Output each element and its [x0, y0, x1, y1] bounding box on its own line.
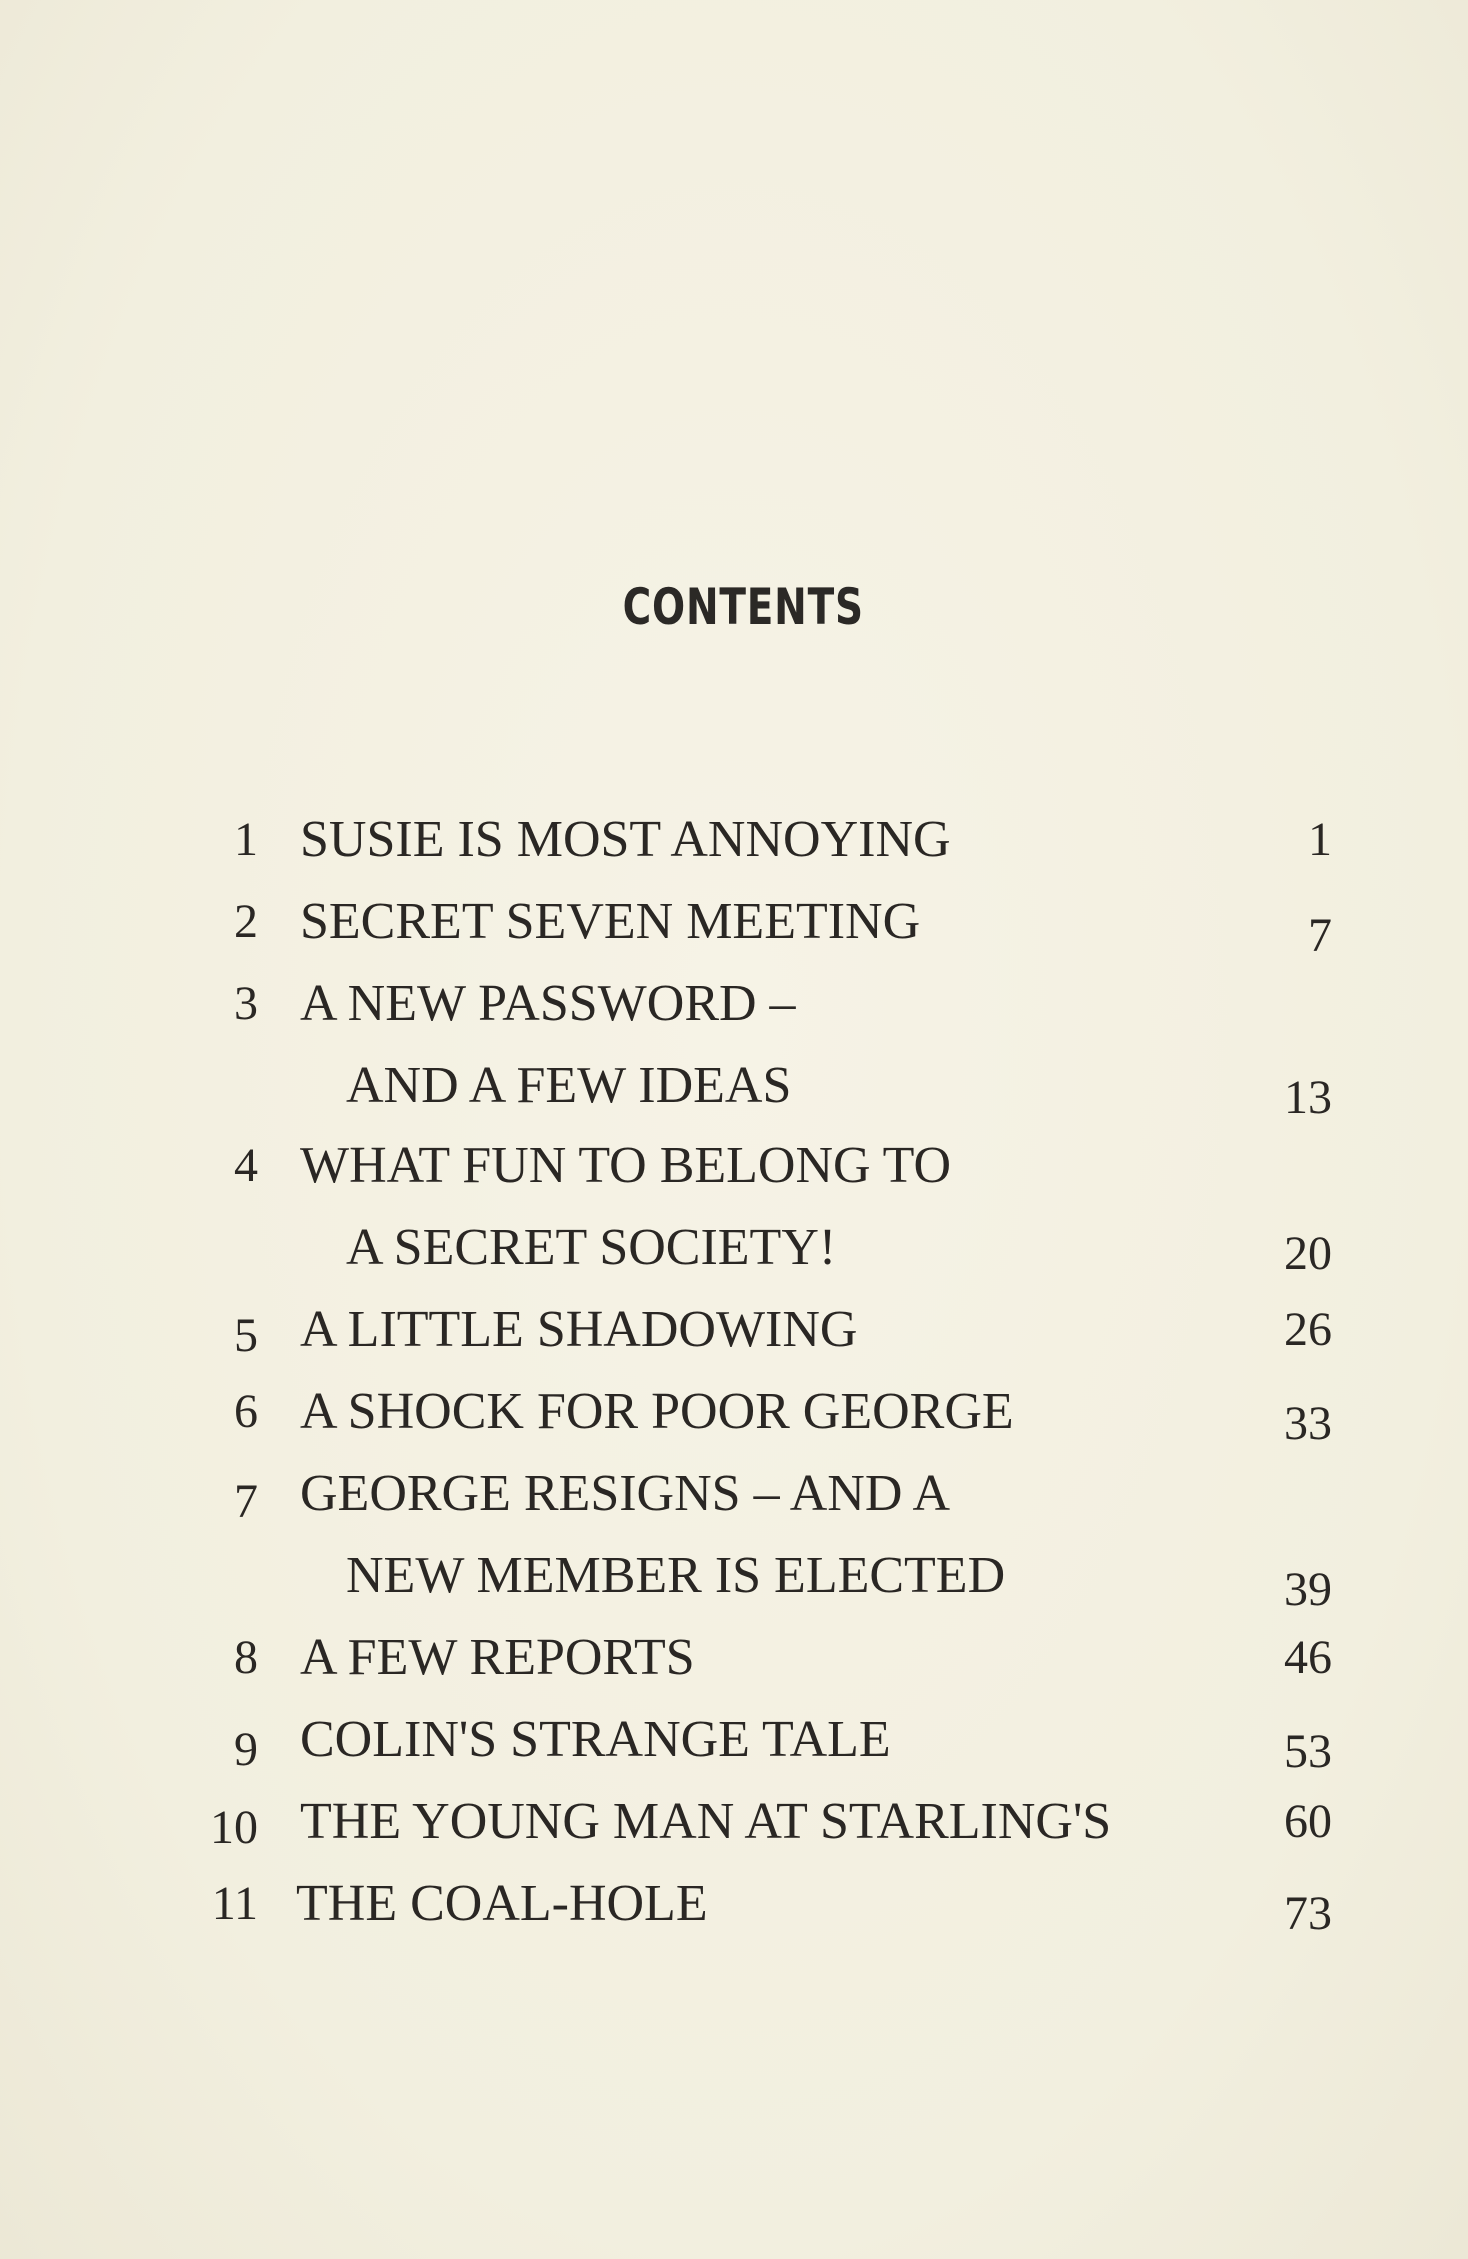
chapter-page: 26 [1284, 1303, 1332, 1356]
toc-entry [0, 1626, 1468, 1690]
toc-entry [0, 1872, 1468, 1940]
chapter-page: 20 [1284, 1227, 1332, 1280]
chapter-page: 39 [1284, 1563, 1332, 1616]
chapter-title-continued: NEW MEMBER IS ELECTED [346, 1547, 1006, 1604]
chapter-title: A NEW PASSWORD – [300, 975, 796, 1032]
toc-entry [0, 808, 1468, 872]
chapter-title: A FEW REPORTS [300, 1629, 695, 1686]
chapter-title: THE YOUNG MAN AT STARLING'S [300, 1793, 1112, 1850]
chapter-number: 11 [211, 1877, 258, 1930]
toc-entry [0, 1380, 1468, 1450]
chapter-page: 1 [1308, 813, 1332, 866]
toc-entry [0, 1134, 1468, 1198]
toc-entry [0, 1790, 1468, 1854]
chapter-title: THE COAL-HOLE [296, 1875, 708, 1932]
chapter-number: 2 [234, 895, 258, 948]
toc-entry [0, 1298, 1468, 1362]
chapter-page: 73 [1284, 1887, 1332, 1940]
chapter-number: 9 [234, 1723, 258, 1776]
chapter-number: 10 [210, 1801, 258, 1854]
toc-entry [0, 972, 1468, 1036]
chapter-title: GEORGE RESIGNS – AND A [300, 1465, 951, 1522]
chapter-title-continued: A SECRET SOCIETY! [346, 1219, 837, 1276]
toc-entry-continued [0, 1544, 1468, 1616]
chapter-title: A SHOCK FOR POOR GEORGE [300, 1383, 1014, 1440]
toc-entry [0, 1462, 1468, 1526]
toc-entry [0, 1708, 1468, 1778]
chapter-title: SECRET SEVEN MEETING [300, 893, 921, 950]
chapter-page: 13 [1284, 1071, 1332, 1124]
chapter-number: 1 [234, 813, 258, 866]
chapter-number: 4 [234, 1139, 258, 1192]
chapter-number: 6 [234, 1385, 258, 1438]
toc-entry-continued [0, 1054, 1468, 1124]
chapter-page: 46 [1284, 1631, 1332, 1684]
chapter-number: 3 [234, 977, 258, 1030]
chapter-title: WHAT FUN TO BELONG TO [300, 1137, 952, 1194]
chapter-page: 7 [1308, 909, 1332, 962]
chapter-page: 60 [1284, 1795, 1332, 1848]
toc-entry [0, 890, 1468, 962]
chapter-number: 8 [234, 1631, 258, 1684]
page-title: CONTENTS [622, 578, 864, 636]
toc-entry-continued [0, 1216, 1468, 1280]
chapter-number: 5 [234, 1309, 258, 1362]
chapter-page: 33 [1284, 1397, 1332, 1450]
chapter-title: A LITTLE SHADOWING [300, 1301, 858, 1358]
chapter-title: SUSIE IS MOST ANNOYING [300, 811, 951, 868]
chapter-page: 53 [1284, 1725, 1332, 1778]
chapter-number: 7 [234, 1475, 258, 1528]
chapter-title: COLIN'S STRANGE TALE [300, 1711, 891, 1768]
chapter-title-continued: AND A FEW IDEAS [346, 1057, 792, 1114]
